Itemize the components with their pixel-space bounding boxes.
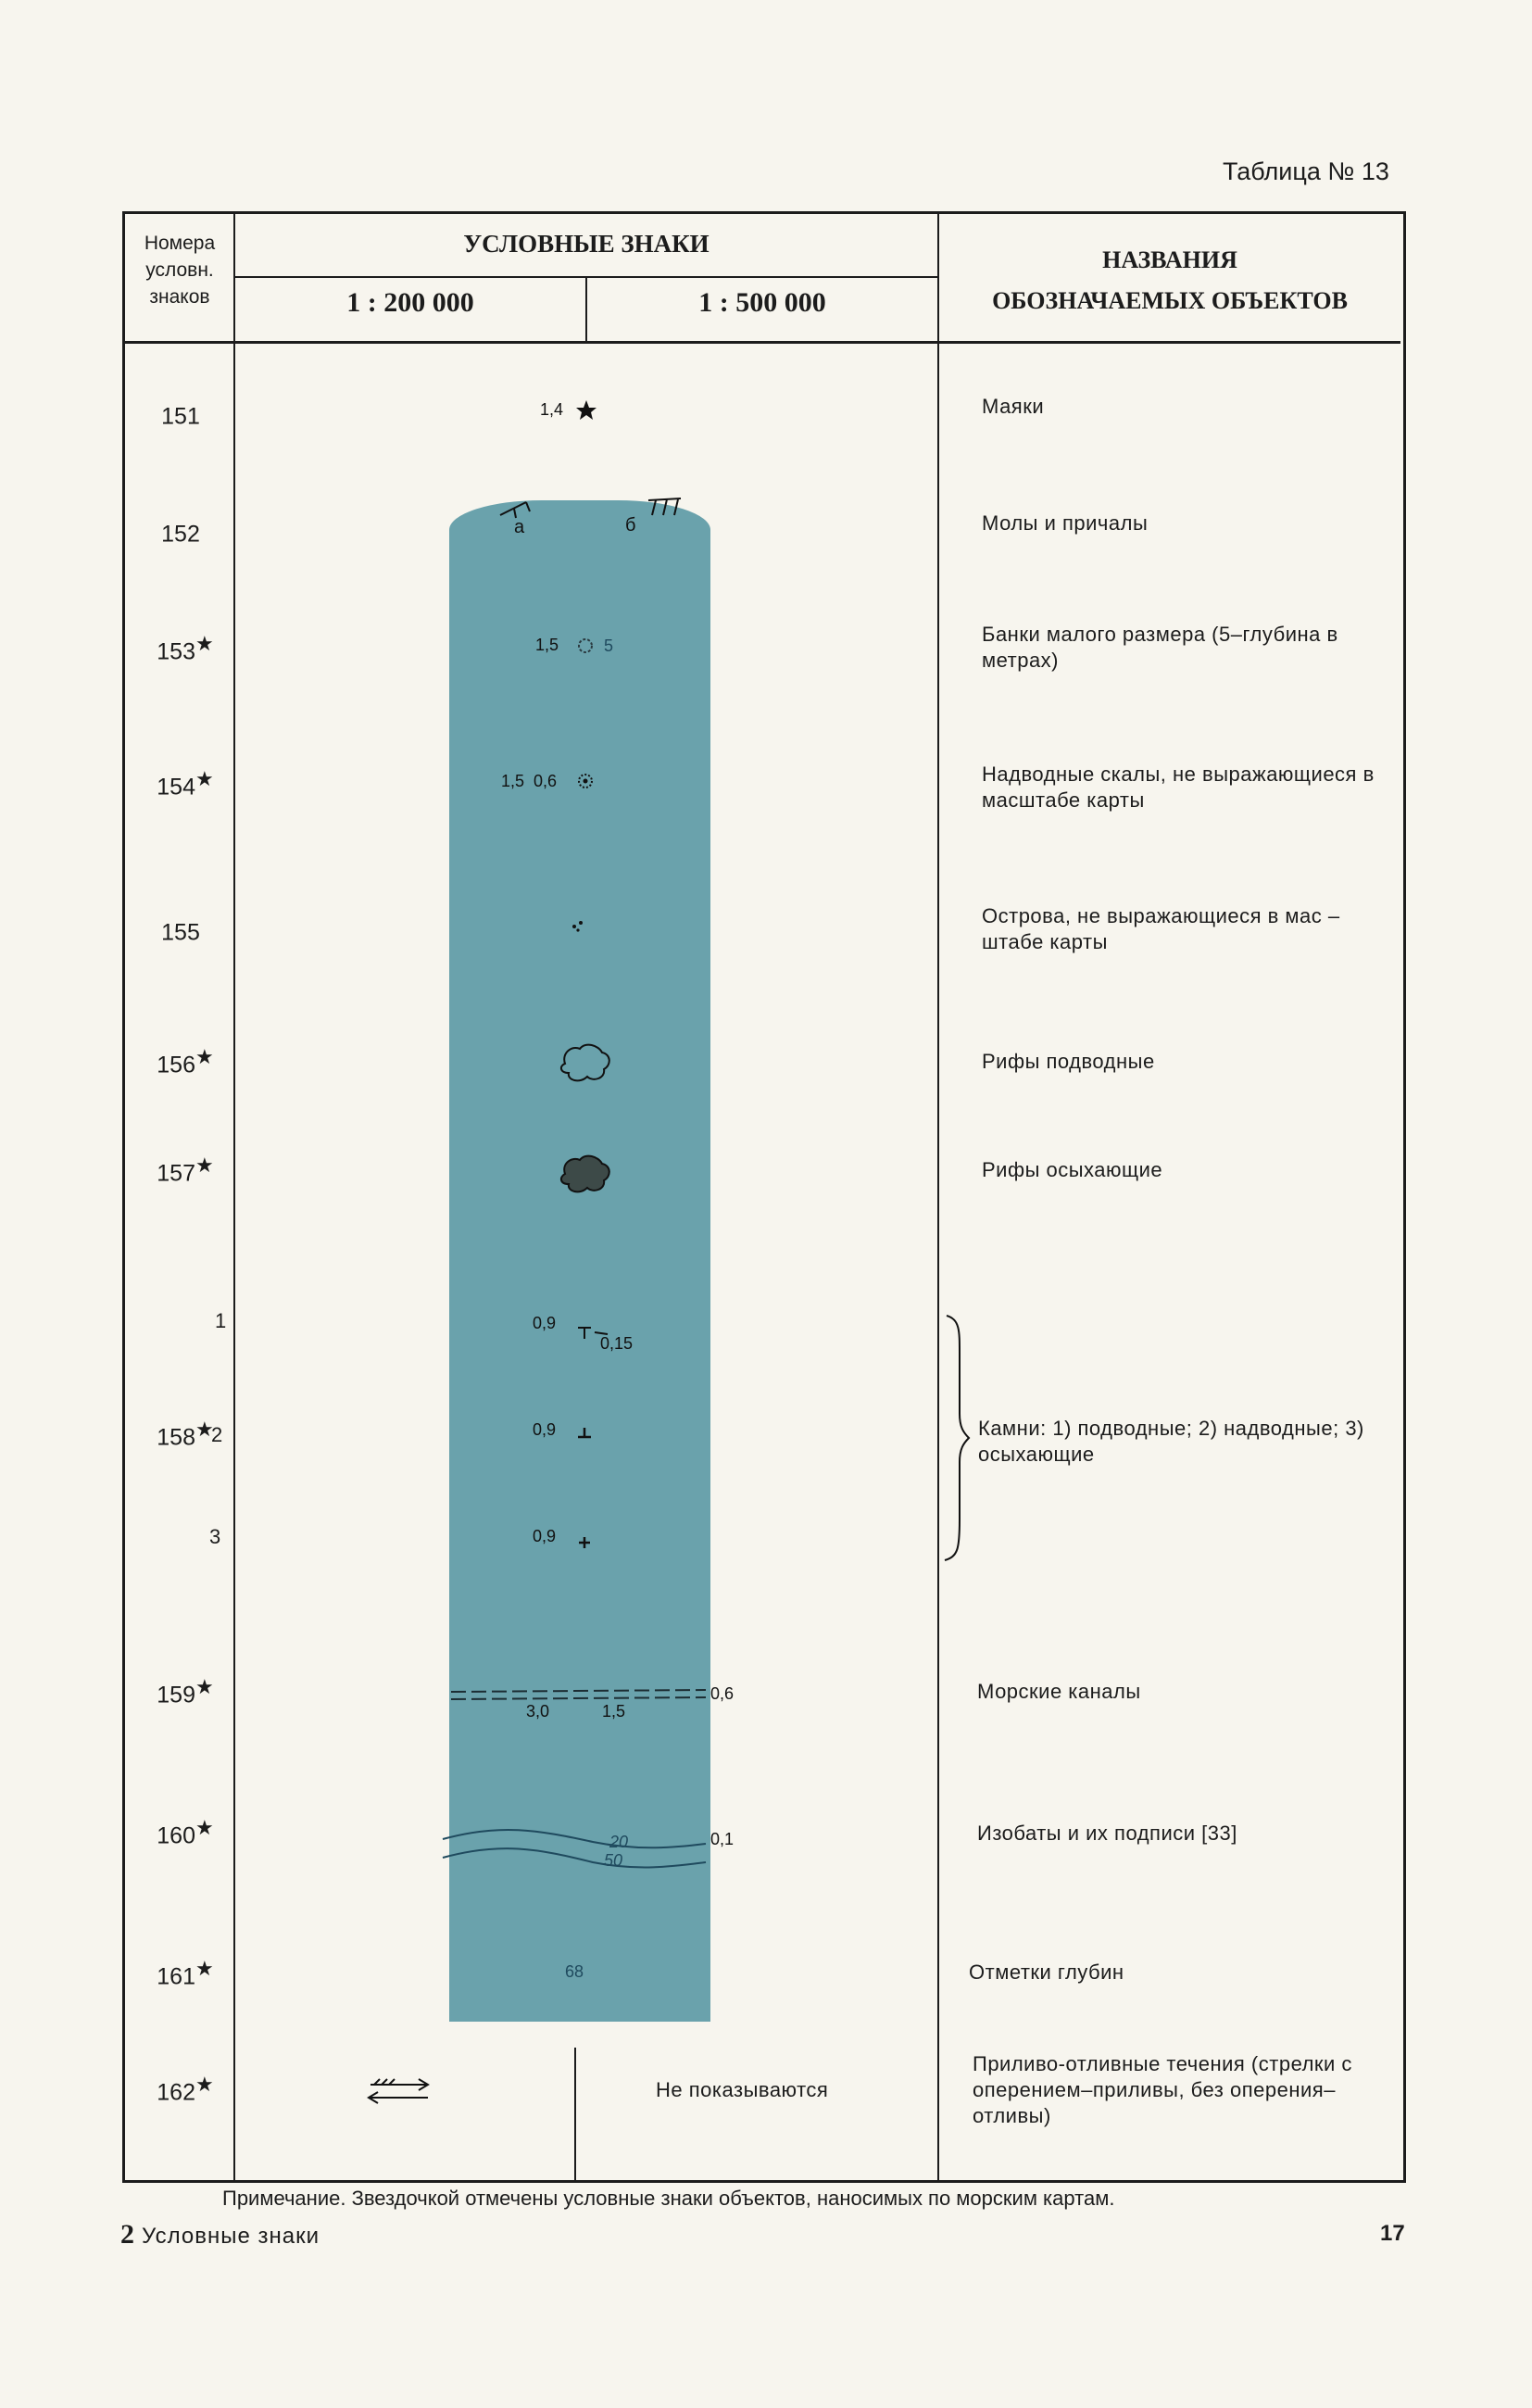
symbol-label: 0,9 (533, 1314, 557, 1332)
symbol-label: а (514, 517, 525, 537)
object-name: Рифы осыхающие (982, 1158, 1163, 1181)
symbol-label: 0,6 (710, 1684, 735, 1703)
row-number: 153★ (157, 632, 214, 665)
symbol-label: 50 (604, 1851, 623, 1870)
object-name: Рифы подводные (982, 1050, 1155, 1073)
symbol-label: 0,15 (600, 1334, 634, 1353)
stone-abovewater-icon (578, 1428, 591, 1437)
symbol-label: 0,9 (533, 1420, 557, 1439)
symbol-label: 20 (609, 1833, 629, 1851)
not-shown-label: Не показываются (656, 2078, 829, 2101)
sub-number: 3 (209, 1525, 221, 1548)
lighthouse-star-icon (576, 400, 596, 420)
row-number: 161★ (157, 1957, 214, 1990)
object-name: Острова, не выражающиеся в мас – штабе карты (982, 904, 1340, 953)
islet-icon (572, 925, 576, 928)
header-names-line2: ОБОЗНАЧАЕМЫХ ОБЪЕКТОВ (992, 287, 1348, 314)
header-names-line1: НАЗВАНИЯ (1102, 246, 1237, 273)
symbol-label: 5 (604, 637, 614, 655)
row-number: 162★ (157, 2073, 214, 2106)
object-name: Морские каналы (977, 1680, 1141, 1703)
reef-underwater-icon (561, 1045, 609, 1081)
object-name: Банки малого размера (5–глубина в метрах) (982, 623, 1338, 672)
row-number: 151 (161, 403, 200, 430)
sub-number: 1 (215, 1309, 227, 1332)
symbol-label: 1,5 (602, 1702, 626, 1721)
object-name: Маяки (982, 395, 1045, 418)
object-name: Камни: 1) подводные; 2) надводные; 3) осыхающие (978, 1417, 1364, 1466)
sea-channel-line (451, 1690, 706, 1692)
symbol-label: 1,4 (540, 400, 564, 419)
row-number: 154★ (157, 767, 214, 801)
footnote: Примечание. Звездочкой отмечены условные знаки объектов, наносимых по морским картам. (222, 2187, 1115, 2210)
symbol-label: б (625, 515, 636, 536)
mole-b-icon (648, 498, 681, 515)
symbol-label: 0,9 (533, 1527, 557, 1545)
reef-drying-icon (561, 1156, 609, 1192)
tide-arrow-plain-icon (369, 2092, 428, 2103)
bank-icon (579, 639, 592, 652)
row-number: 155 (161, 919, 200, 946)
page-number: 17 (1380, 2221, 1405, 2246)
symbol-label: 1,5 (501, 772, 525, 790)
symbol-label: 3,0 (526, 1702, 550, 1721)
object-name: Приливо-отливные течения (стрелки с оперением–приливы, без оперения– отливы) (973, 2052, 1352, 2127)
isobath-line-50 (443, 1848, 706, 1867)
header-numbers: Номера условн. знаков (144, 233, 216, 308)
row-number: 152 (161, 521, 200, 548)
symbol-label: 68 (565, 1962, 584, 1981)
row-number: 158★ (157, 1418, 214, 1451)
stone-drying-icon (579, 1537, 590, 1548)
symbol-label: 1,5 (535, 636, 559, 654)
object-name: Надводные скалы, не выражающиеся в масштабе карты (982, 763, 1375, 812)
object-name: Отметки глубин (969, 1960, 1124, 1984)
row-number: 157★ (157, 1154, 214, 1187)
object-name: Изобаты и их подписи [33] (977, 1822, 1237, 1845)
object-name: Молы и причалы (982, 511, 1149, 535)
row-number: 159★ (157, 1675, 214, 1708)
isobath-line-20 (443, 1830, 706, 1847)
symbol-label: 0,1 (710, 1830, 735, 1848)
tide-arrow-feathered-icon (370, 2079, 428, 2090)
header-scale-200000: 1 : 200 000 (346, 287, 474, 318)
sub-number: 2 (211, 1423, 223, 1446)
header-symbols: УСЛОВНЫЕ ЗНАКИ (463, 230, 709, 258)
brace-icon (945, 1316, 969, 1560)
row-number: 160★ (157, 1816, 214, 1849)
symbol-label: 0,6 (534, 772, 558, 790)
header-scale-500000: 1 : 500 000 (698, 287, 826, 318)
mole-a-icon (500, 502, 530, 518)
row-number: 156★ (157, 1045, 214, 1078)
table-title: Таблица № 13 (1223, 158, 1389, 185)
chapter-footer: 2 Условные знаки (120, 2219, 320, 2250)
